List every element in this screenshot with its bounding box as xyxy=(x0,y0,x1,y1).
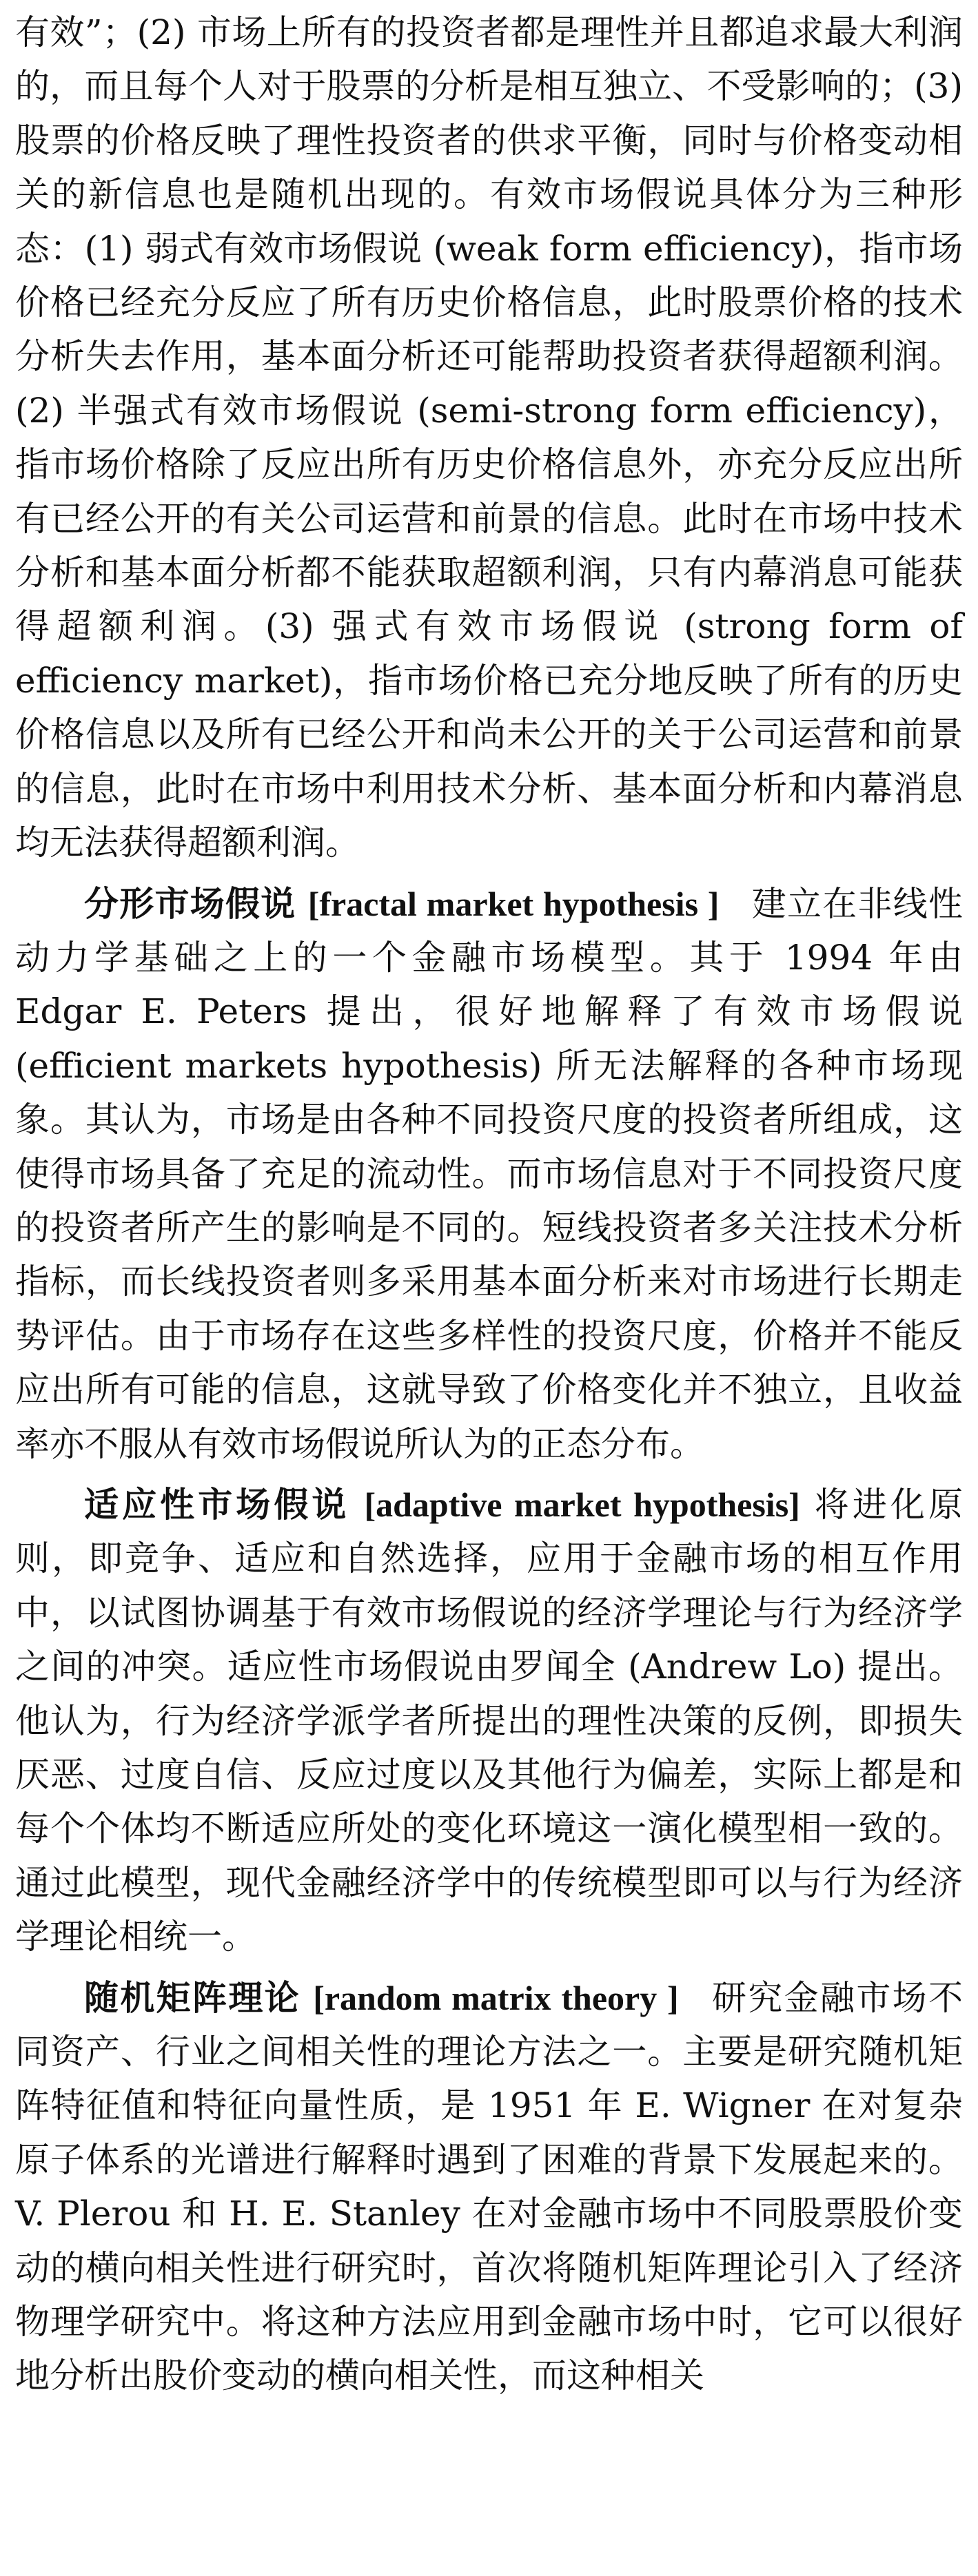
entry-definition: 将进化原则，即竞争、适应和自然选择，应用于金融市场的相互作用中，以试图协调基于有效市场假说的经济学理论与行为经济学之间的冲突。适应性市场假说由罗闻全 (Andrew Lo) 提出。他认为，行为经济学派学者所提出的理性决策的反例，即损失厌恶、过度自信、反应过度以及其他行为偏差，实际上都是和每个个体均不断适应所处的变化环境这一演化模型相一致的。通过此模型，现代金融经济学中的传统模型即可以与行为经济学理论相统一。 xyxy=(15,1484,963,1957)
entry-adaptive-market-hypothesis xyxy=(15,1478,963,1964)
continuation-paragraph: 有效”；(2) 市场上所有的投资者都是理性并且都追求最大利润的，而且每个人对于股票的分析是相互独立、不受影响的；(3) 股票的价格反映了理性投资者的供求平衡，同时与价格变动相关的新信息也是随机出现的。有效市场假说具体分为三种形态：(1) 弱式有效市场假说 (weak form efficiency)，指市场价格已经充分反应了所有历史价格信息，此时股票价格的技术分析失去作用，基本面分析还可能帮助投资者获得超额利润。(2) 半强式有效市场假说 (semi-strong form efficiency)，指市场价格除了反应出所有历史价格信息外，亦充分反应出所有已经公开的有关公司运营和前景的信息。此时在市场中技术分析和基本面分析都不能获取超额利润，只有内幕消息可能获得超额利润。(3) 强式有效市场假说 (strong form of efficiency market)，指市场价格已充分地反映了所有的历史价格信息以及所有已经公开和尚未公开的关于公司运营和前景的信息，此时在市场中利用技术分析、基本面分析和内幕消息均无法获得超额利润。 xyxy=(15,12,963,863)
entry-term-zh: 分形市场假说 xyxy=(84,883,296,924)
entry-random-matrix-theory xyxy=(15,1971,963,2403)
entry-definition: 建立在非线性动力学基础之上的一个金融市场模型。其于 1994 年由 Edgar E. Peters 提出，很好地解释了有效市场假说 (efficient markets hypothesis) 所无法解释的各种市场现象。其认为，市场是由各种不同投资尺度的投资者所组成，这使得市场具备了充足的流动性。而市场信息对于不同投资尺度的投资者所产生的影响是不同的。短线投资者多关注技术分析指标，而长线投资者则多采用基本面分析来对市场进行长期走势评估。由于市场存在这些多样性的投资尺度，价格并不能反应出所有可能的信息，这就导致了价格变化并不独立，且收益率亦不服从有效市场假说所认为的正态分布。 xyxy=(15,883,964,1464)
entry-fractal-market-hypothesis xyxy=(15,877,963,1471)
entry-term-en: [fractal market hypothesis ] xyxy=(307,884,720,923)
entry-term-en: [random matrix theory ] xyxy=(313,1978,679,2017)
entry-term-en: [adaptive market hypothesis] xyxy=(364,1485,800,1524)
entry-term-zh: 适应性市场假说 xyxy=(84,1483,350,1525)
entry-definition: 研究金融市场不同资产、行业之间相关性的理论方法之一。主要是研究随机矩阵特征值和特征向量性质，是 1951 年 E. Wigner 在对复杂原子体系的光谱进行解释时遇到了困难的背景下发展起来的。V. Plerou 和 H. E. Stanley 在对金融市场中不同股票股价变动的横向相关性进行研究时，首次将随机矩阵理论引入了经济物理学研究中。将这种方法应用到金融市场中时，它可以很好地分析出股价变动的横向相关性，而这种相关 xyxy=(15,1977,964,2396)
entry-term-zh: 随机矩阵理论 xyxy=(84,1977,300,2018)
